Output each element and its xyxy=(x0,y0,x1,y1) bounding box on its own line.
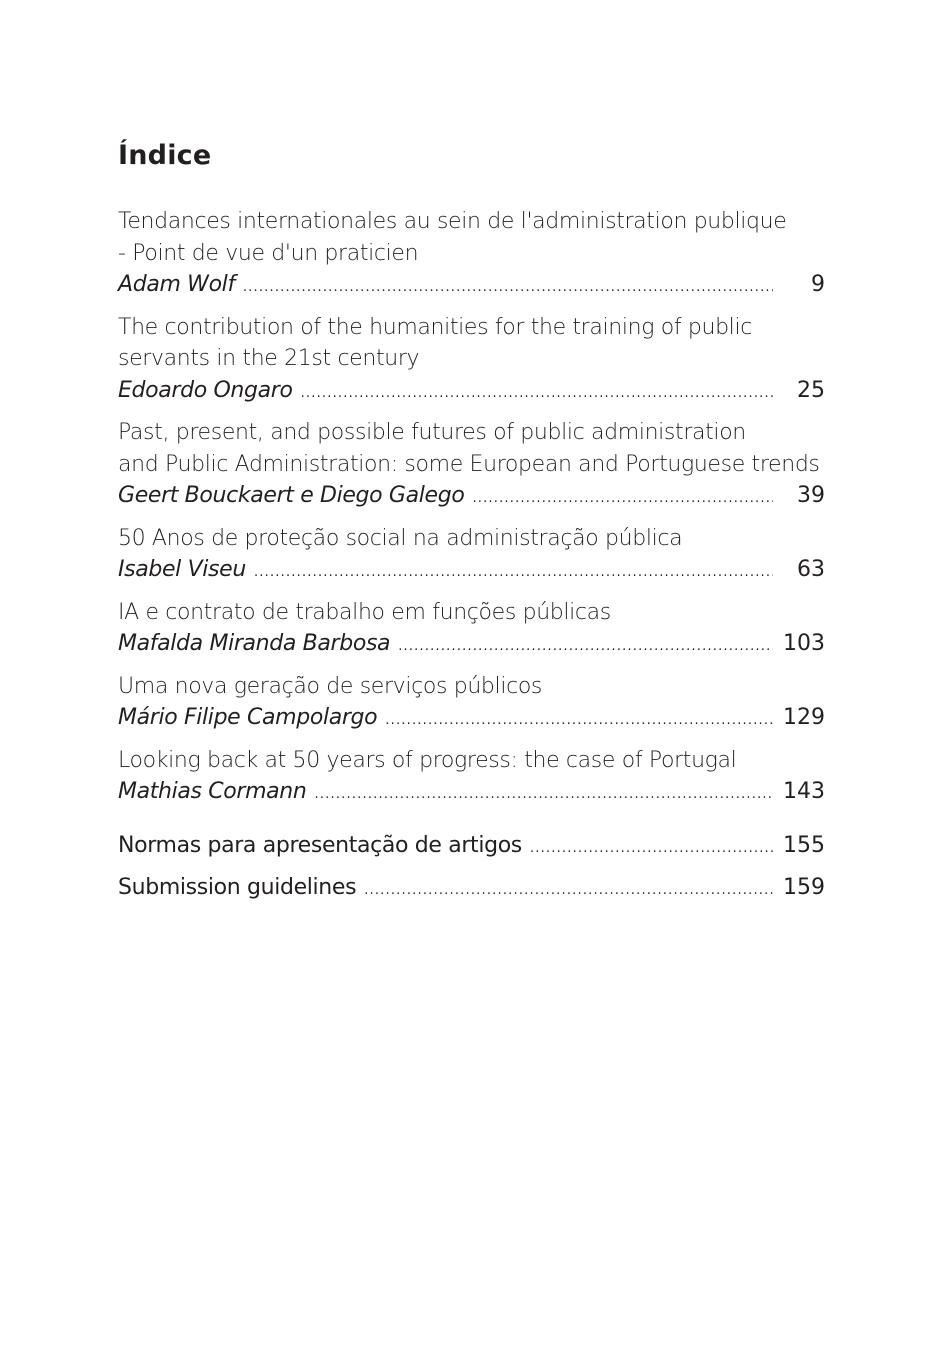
toc-entry[interactable] xyxy=(118,417,825,512)
entry-title-line: and Public Administration: some European and Portuguese trends xyxy=(118,451,820,477)
dot-leader xyxy=(254,557,773,589)
entry-title-line: 50 Anos de proteção social na administração pública xyxy=(118,525,683,551)
entry-author-row xyxy=(118,480,825,512)
entry-author: Adam Wolf xyxy=(118,272,235,297)
entry-author-row xyxy=(118,702,825,734)
toc-entry[interactable] xyxy=(118,523,825,586)
extra-row xyxy=(118,830,825,862)
page-title: Índice xyxy=(118,140,212,171)
extra-label: Submission guidelines xyxy=(118,875,357,900)
toc-entry[interactable] xyxy=(118,312,825,407)
entry-author-row xyxy=(118,554,825,586)
entry-title-line: servants in the 21st century xyxy=(118,346,420,371)
extra-row xyxy=(118,872,825,904)
entry-page-number: 9 xyxy=(811,272,825,297)
entry-page-number: 143 xyxy=(783,779,825,804)
entry-author: Mathias Cormann xyxy=(118,779,307,804)
extra-label: Normas para apresentação de artigos xyxy=(118,832,522,858)
toc-entry[interactable] xyxy=(118,671,825,734)
entry-page-number: 25 xyxy=(797,377,825,403)
entry-author-row xyxy=(118,628,825,660)
entry-title-line: Looking back at 50 years of progress: the case of Portugal xyxy=(118,747,737,773)
entry-author: Isabel Viseu xyxy=(118,557,246,582)
toc-entry[interactable] xyxy=(118,206,825,301)
entry-author-row xyxy=(118,375,825,407)
table-of-contents xyxy=(118,206,825,915)
extra-page-number: 159 xyxy=(783,875,825,900)
dot-leader xyxy=(243,272,773,304)
dot-leader xyxy=(315,779,774,811)
entry-page-number: 103 xyxy=(783,631,825,656)
entry-page-number: 63 xyxy=(797,557,825,582)
entry-page-number: 129 xyxy=(783,705,825,730)
entry-author: Mário Filipe Campolargo xyxy=(118,705,378,730)
dot-leader xyxy=(301,378,773,410)
dot-leader xyxy=(385,705,773,737)
entry-title-line: Past, present, and possible futures of public administration xyxy=(118,420,746,445)
entry-author: Edoardo Ongaro xyxy=(118,377,293,403)
entry-author-row xyxy=(118,776,825,808)
entry-title-line: Tendances internationales au sein de l'administration publique xyxy=(118,209,787,234)
toc-extra-entry[interactable] xyxy=(118,830,825,862)
entry-title-line: IA e contrato de trabalho em funções públicas xyxy=(118,599,611,625)
toc-extra-entry[interactable] xyxy=(118,872,825,904)
entry-title-line: Uma nova geração de serviços públicos xyxy=(118,673,543,699)
dot-leader xyxy=(364,875,773,907)
entry-author-row xyxy=(118,269,825,301)
entry-page-number: 39 xyxy=(797,483,825,508)
dot-leader xyxy=(530,833,773,865)
entry-title-line: - Point de vue d'un praticien xyxy=(118,240,419,266)
toc-entry[interactable] xyxy=(118,597,825,660)
entry-author: Mafalda Miranda Barbosa xyxy=(118,631,391,656)
dot-leader xyxy=(472,483,773,515)
extra-page-number: 155 xyxy=(783,832,825,858)
entry-author: Geert Bouckaert e Diego Galego xyxy=(118,483,465,508)
entry-title-line: The contribution of the humanities for the training of public xyxy=(118,314,752,340)
dot-leader xyxy=(398,631,773,663)
toc-entry[interactable] xyxy=(118,745,825,808)
